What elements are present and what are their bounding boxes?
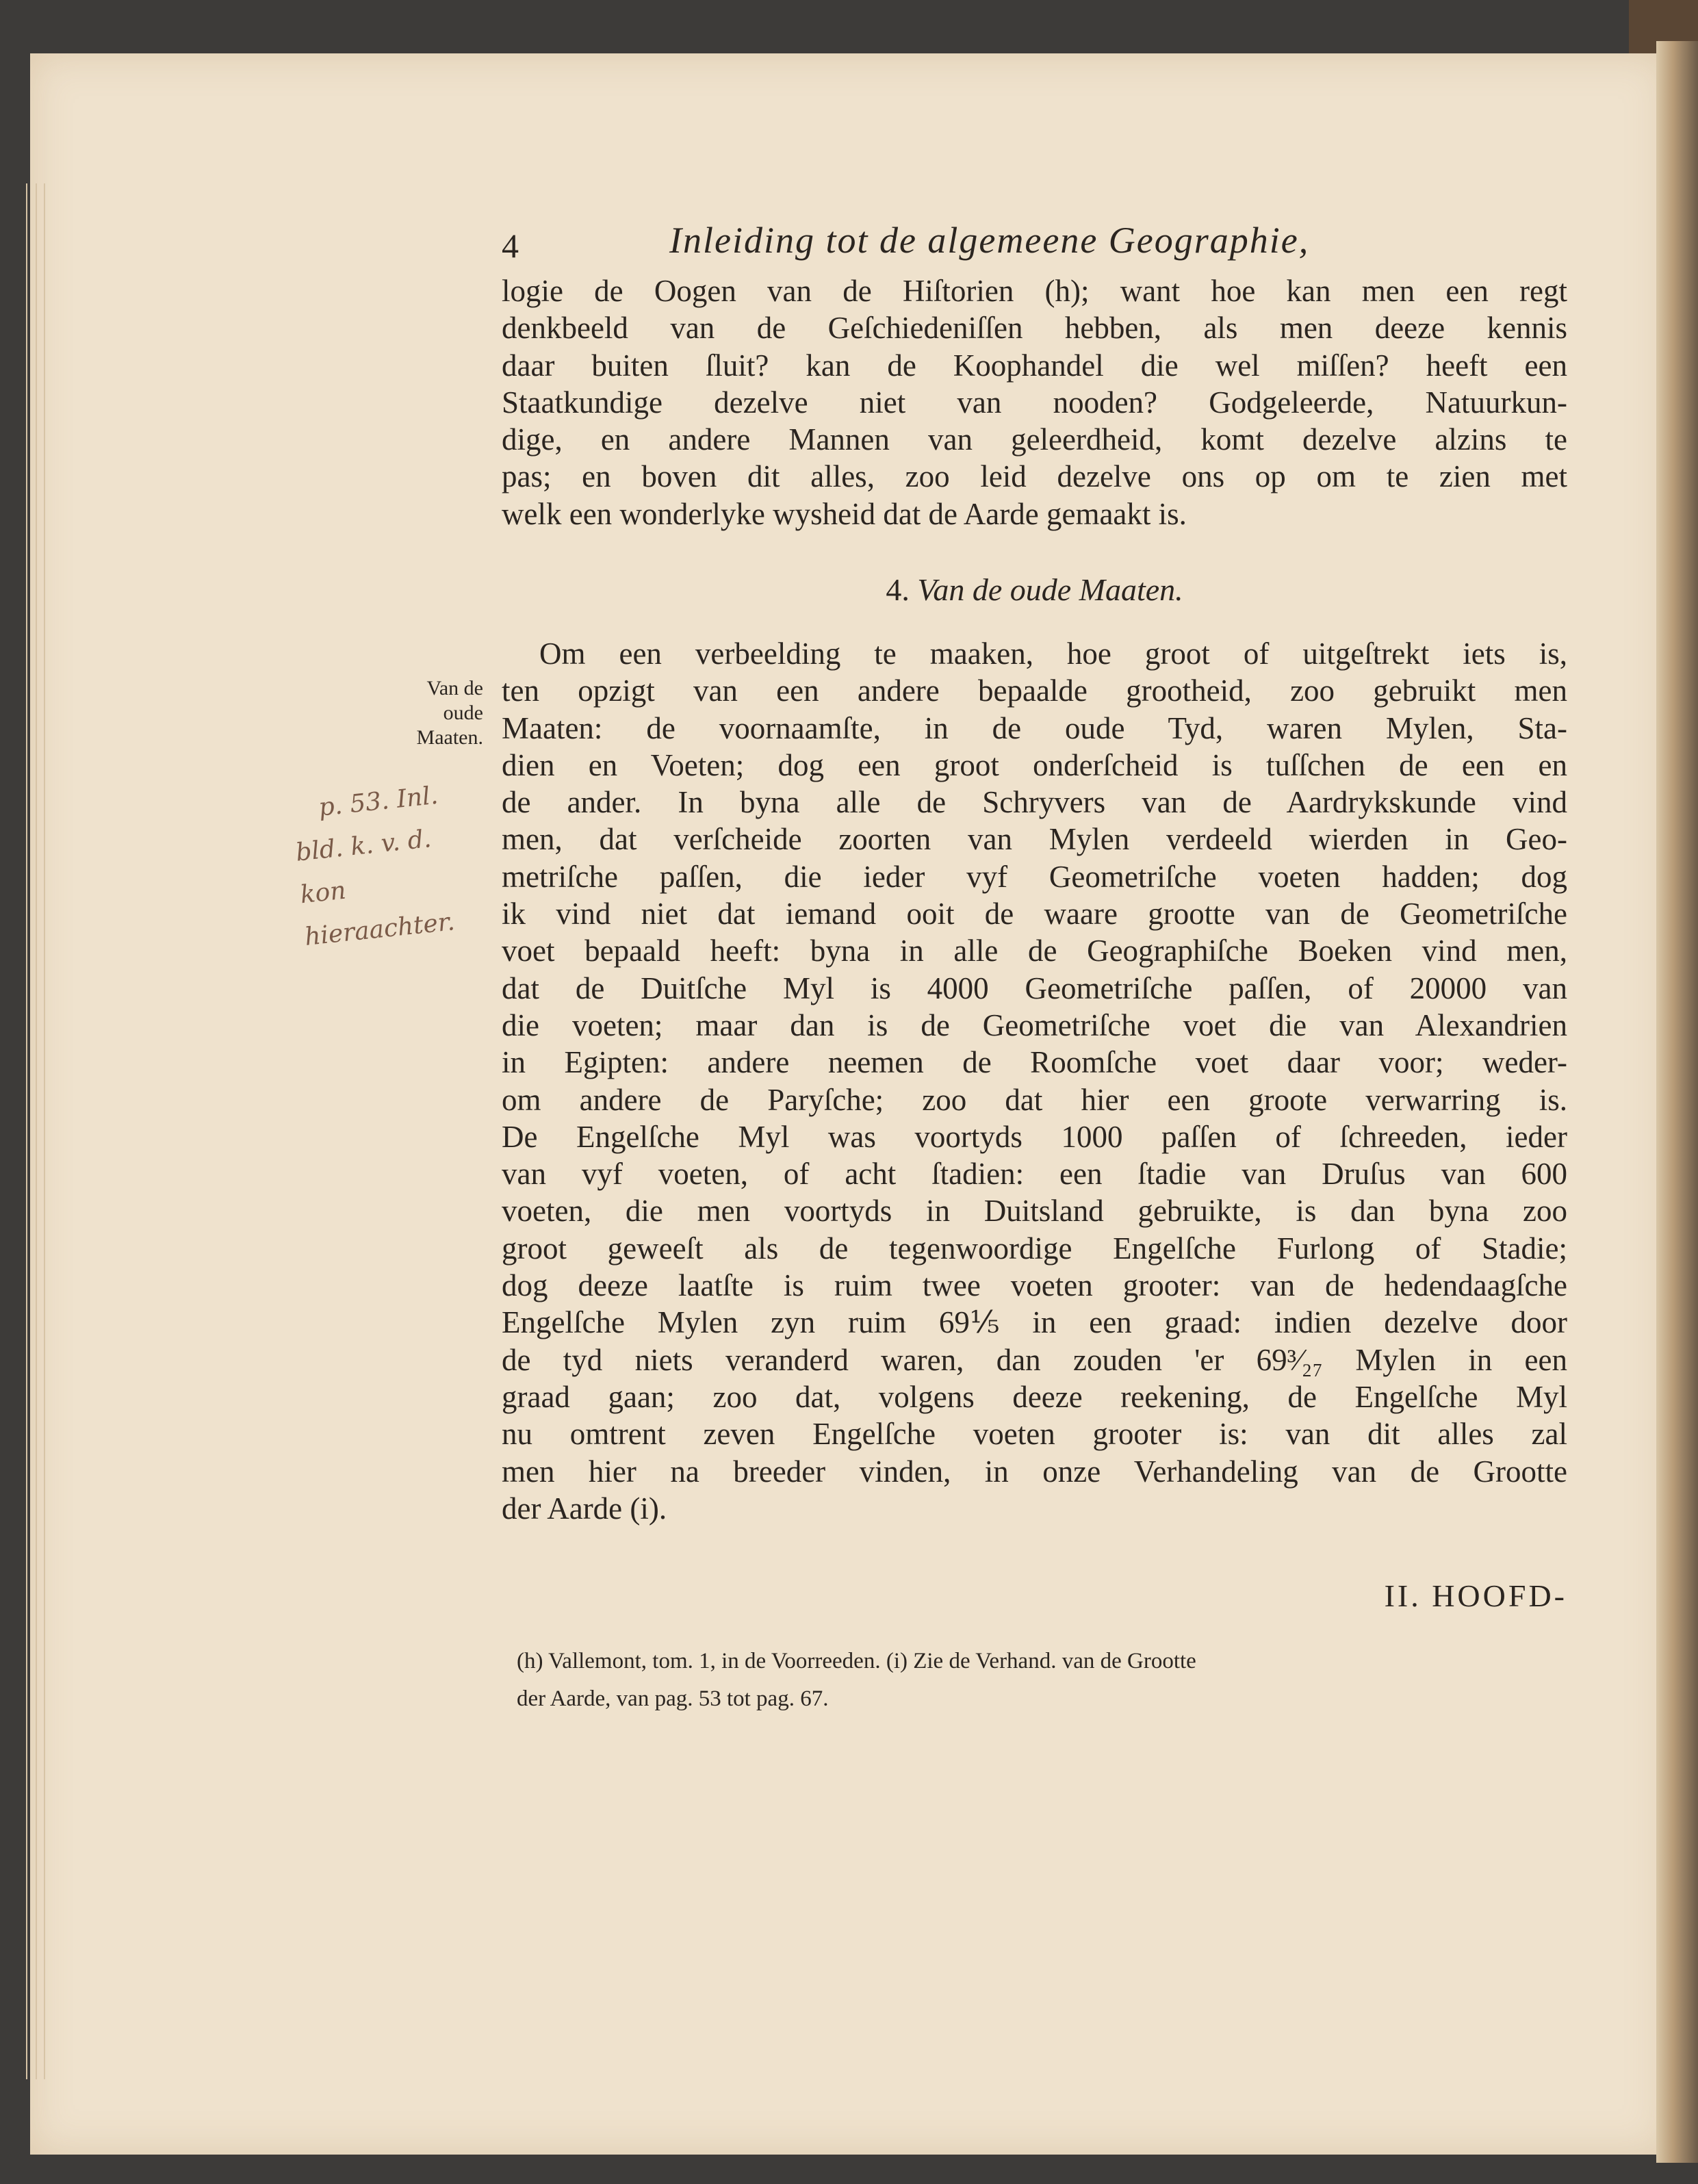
text-line: ten opzigt van een andere bepaalde grootheid, zoo gebruikt men <box>502 673 1567 708</box>
text-line: in Egipten: andere neemen de Roomſche voet daar voor; weder- <box>502 1045 1567 1080</box>
footnotes <box>517 1643 1584 1718</box>
page-edge-line <box>26 183 27 2079</box>
text-line: men hier na breeder vinden, in onze Verhandeling van de Grootte <box>502 1454 1567 1489</box>
page-edge-line <box>44 183 45 2079</box>
text-line: pas; en boven dit alles, zoo leid dezelve ons op om te zien met <box>502 459 1567 494</box>
side-note-line: Maaten. <box>416 726 483 749</box>
text-line: dat de Duitſche Myl is 4000 Geometriſche paſſen, of 20000 van <box>502 971 1567 1005</box>
text-line: daar buiten ſluit? kan de Koophandel die wel miſſen? heeft een <box>502 348 1567 383</box>
text-line: de tyd niets veranderd waren, dan zouden 'er 69³⁄₂₇ Mylen in een <box>502 1342 1567 1377</box>
text-line: dien en Voeten; dog een groot onderſcheid is tuſſchen de een en <box>502 747 1567 782</box>
section-heading <box>502 571 1567 608</box>
text-line: Staatkundige dezelve niet van nooden? Godgeleerde, Natuurkun- <box>502 385 1567 420</box>
paragraph-2 <box>502 635 1567 1527</box>
text-line: dige, en andere Mannen van geleerdheid, komt dezelve alzins te <box>502 422 1567 457</box>
running-header <box>502 219 1567 267</box>
section-number: 4. <box>886 572 910 607</box>
footnote-line: (h) Vallemont, tom. 1, in de Voorreeden. (i) Zie de Verhand. van de Grootte <box>517 1649 1196 1673</box>
text-line: metriſche paſſen, die ieder vyf Geometriſche voeten hadden; dog <box>502 859 1567 894</box>
catchword: II. HOOFD- <box>1384 1578 1567 1613</box>
text-line: Om een verbeelding te maaken, hoe groot of uitgeſtrekt iets is, <box>539 637 1567 671</box>
page-number: 4 <box>502 227 519 265</box>
handwritten-line: hieraachter. <box>303 908 456 951</box>
text-line: van vyf voeten, of acht ſtadien: een ſtadie van Druſus van 600 <box>502 1157 1567 1192</box>
text-line: dog deeze laatſte is ruim twee voeten grooter: van de hedendaagſche <box>502 1268 1567 1303</box>
footnote-line: der Aarde, van pag. 53 tot pag. 67. <box>517 1686 829 1711</box>
text-line: de ander. In byna alle de Schryvers van de Aardrykskunde vind <box>502 785 1567 820</box>
text-line: welk een wonderlyke wysheid dat de Aarde gemaakt is. <box>502 496 1187 531</box>
side-note <box>390 676 483 750</box>
running-title: Inleiding tot de algemeene Geographie, <box>669 220 1310 261</box>
handwritten-line: p. 53. Inl. <box>317 781 439 822</box>
text-line: voet bepaald heeft: byna in alle de Geographiſche Boeken vind men, <box>502 934 1567 968</box>
text-line: groot geweeſt als de tegenwoordige Engelſche Furlong of Stadie; <box>502 1231 1567 1266</box>
text-line: Maaten: de voornaamſte, in de oude Tyd, waren Mylen, Sta- <box>502 710 1567 745</box>
text-line: logie de Oogen van de Hiſtorien (h); want hoe kan men een regt <box>502 274 1567 308</box>
text-line: die voeten; maar dan is de Geometriſche voet die van Alexandrien <box>502 1007 1567 1042</box>
side-note-line: Van de <box>426 677 483 699</box>
text-line: ik vind niet dat iemand ooit de waare grootte van de Geometriſche <box>502 897 1567 932</box>
text-line: denkbeeld van de Geſchiedeniſſen hebben, als men deeze kennis <box>502 311 1567 346</box>
handwritten-annotation <box>290 771 484 959</box>
text-line: men, dat verſcheide zoorten van Mylen verdeeld wierden in Geo- <box>502 822 1567 857</box>
book-fore-edge <box>1656 41 1698 2163</box>
paragraph-1 <box>502 272 1567 532</box>
page-edge-line <box>36 183 37 2079</box>
text-line: Engelſche Mylen zyn ruim 69⅕ in een graad: indien dezelve door <box>502 1305 1567 1340</box>
text-line: voeten, die men voortyds in Duitsland gebruikte, is dan byna zoo <box>502 1194 1567 1229</box>
text-line: De Engelſche Myl was voortyds 1000 paſſen of ſchreeden, ieder <box>502 1119 1567 1154</box>
handwritten-line: bld. k. v. d. kon <box>294 825 433 910</box>
text-line: graad gaan; zoo dat, volgens deeze reekening, de Engelſche Myl <box>502 1379 1567 1414</box>
text-line: der Aarde (i). <box>502 1491 667 1526</box>
side-note-line: oude <box>443 702 483 724</box>
text-line: om andere de Paryſche; zoo dat hier een groote verwarring is. <box>502 1082 1567 1117</box>
text-line: nu omtrent zeven Engelſche voeten grooter is: van dit alles zal <box>502 1417 1567 1452</box>
section-title: Van de oude Maaten. <box>917 572 1183 607</box>
